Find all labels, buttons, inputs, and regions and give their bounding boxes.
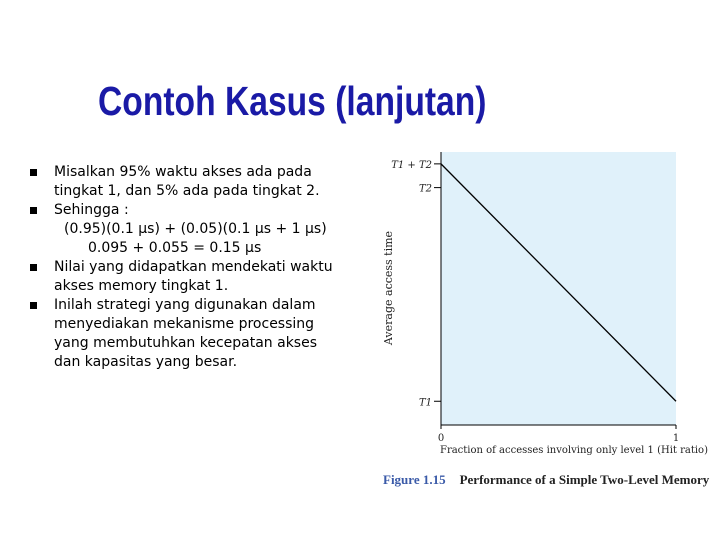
bullet-text: dan kapasitas yang besar. xyxy=(54,354,238,370)
y-tick-label: T1 xyxy=(418,397,432,409)
bullet-text: Misalkan 95% waktu akses ada pada xyxy=(54,164,312,180)
square-bullet-icon xyxy=(30,207,37,214)
figure-caption xyxy=(383,472,709,488)
calculation-line: (0.95)(0.1 μs) + (0.05)(0.1 μs + 1 μs) xyxy=(64,221,327,237)
bullet-item xyxy=(30,201,360,220)
figure-number: Figure 1.15 xyxy=(383,472,446,487)
y-tick-label: T1 + T2 xyxy=(391,159,432,171)
square-bullet-icon xyxy=(30,264,37,271)
bullet-item xyxy=(30,296,360,372)
access-time-chart xyxy=(378,150,708,500)
bullet-text: akses memory tingkat 1. xyxy=(54,278,229,294)
square-bullet-icon xyxy=(30,169,37,176)
square-bullet-icon xyxy=(30,302,37,309)
bullet-text: yang membutuhkan kecepatan akses xyxy=(54,335,317,351)
slide-title: Contoh Kasus (lanjutan) xyxy=(98,78,487,124)
x-tick-label: 0 xyxy=(437,433,445,444)
bullet-text: menyediakan mekanisme processing xyxy=(54,316,315,332)
x-axis-label: Fraction of accesses involving only level 1 (Hit ratio) xyxy=(440,445,708,456)
figure-caption-text: Performance of a Simple Two-Level Memory xyxy=(459,472,710,487)
y-tick-label: T2 xyxy=(418,183,432,195)
bullet-text: Sehingga : xyxy=(54,202,129,218)
plot-area xyxy=(441,152,676,425)
bullet-text: Nilai yang didapatkan mendekati waktu xyxy=(54,259,333,275)
bullet-list xyxy=(30,163,360,372)
bullet-text: Inilah strategi yang digunakan dalam xyxy=(54,297,316,313)
bullet-item xyxy=(30,258,360,296)
bullet-item xyxy=(30,163,360,201)
bullet-text: tingkat 1, dan 5% ada pada tingkat 2. xyxy=(54,183,320,199)
x-tick-label: 1 xyxy=(672,433,680,444)
calculation-result: 0.095 + 0.055 = 0.15 μs xyxy=(88,240,262,256)
y-axis-label: Average access time xyxy=(382,230,395,346)
